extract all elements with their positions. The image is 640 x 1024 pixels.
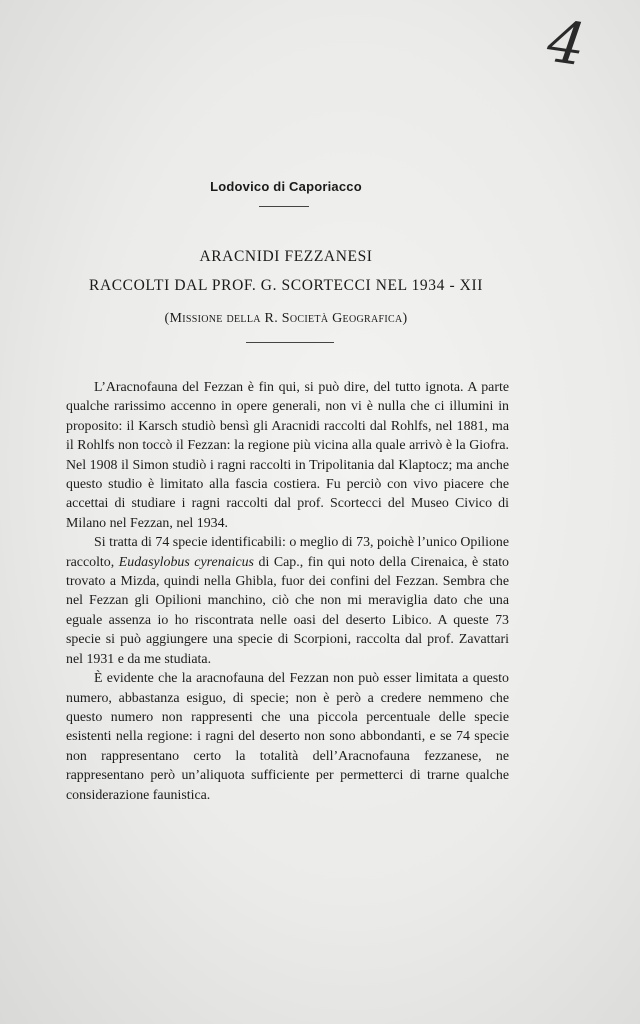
subtitle-rule — [246, 342, 334, 343]
article-body — [66, 378, 509, 805]
paragraph-2 — [66, 533, 509, 669]
author-name: Lodovico di Caporiacco — [210, 179, 362, 194]
subtitle: (Missione della R. Società Geografica) — [164, 311, 408, 326]
paragraph-2-before: Si tratta di 74 specie identificabili: o meglio di 73, poichè l’unico Opilione raccolto, — [66, 535, 509, 570]
paragraph-1: L’Aracnofauna del Fezzan è fin qui, si può dire, del tutto ignota. A parte qualche rarissimo accenno in opere generali, non vi è nulla che ci illumini in proposito: il Karsch studiò bensì gli Aracnidi raccolti dal Rohlfs, nel 1881, ma il Rohlfs non toccò il Fezzan: la regione più vicina alla quale arrivò è la Giofra. Nel 1908 il Simon studiò i ragni raccolti in Tripolitania dal Klaptocz; ma anche questo studio è limitato alla fascia costiera. Fu perciò con vivo piacere che accettai di studiare i ragni raccolti dal prof. Scortecci del Museo Civico di Milano nel Fezzan, nel 1934. — [66, 380, 509, 531]
title-line-1: ARACNIDI FEZZANESI — [199, 248, 373, 265]
paragraph-2-after: di Cap., fin qui noto della Cirenaica, è stato trovato a Mizda, quindi nella Ghibla, fuor dei confini del Fezzan. Sembra che nel Fezzan gli Opilioni manchino, ciò che non mi meraviglia dato che una eguale assenza io ho riscontrata nelle oasi del deserto Libico. A queste 73 specie si può aggiungere una specie di Scorpioni, raccolta dal prof. Zavattari nel 1931 e da me studiata. — [66, 554, 509, 667]
species-name: Eudasylobus cyrenaicus — [118, 554, 254, 570]
author-rule — [259, 206, 309, 207]
title-line-2: RACCOLTI DAL PROF. G. SCORTECCI NEL 1934 - XII — [89, 277, 483, 294]
paragraph-3: È evidente che la aracnofauna del Fezzan non può esser limitata a questo numero, abbastanza esiguo, di specie; non è però a credere nemmeno che questo numero non rappresenti che una piccola percentuale delle specie esistenti nella regione: i ragni del deserto non sono abbondanti, e se 74 specie non rappresentano certo la totalità dell’Aracnofauna fezzanese, ne rappresentano però un’aliquota sufficiente per permetterci di trarne qualche considerazione faunistica. — [66, 671, 509, 803]
handwritten-page-number: 4 — [543, 6, 590, 80]
